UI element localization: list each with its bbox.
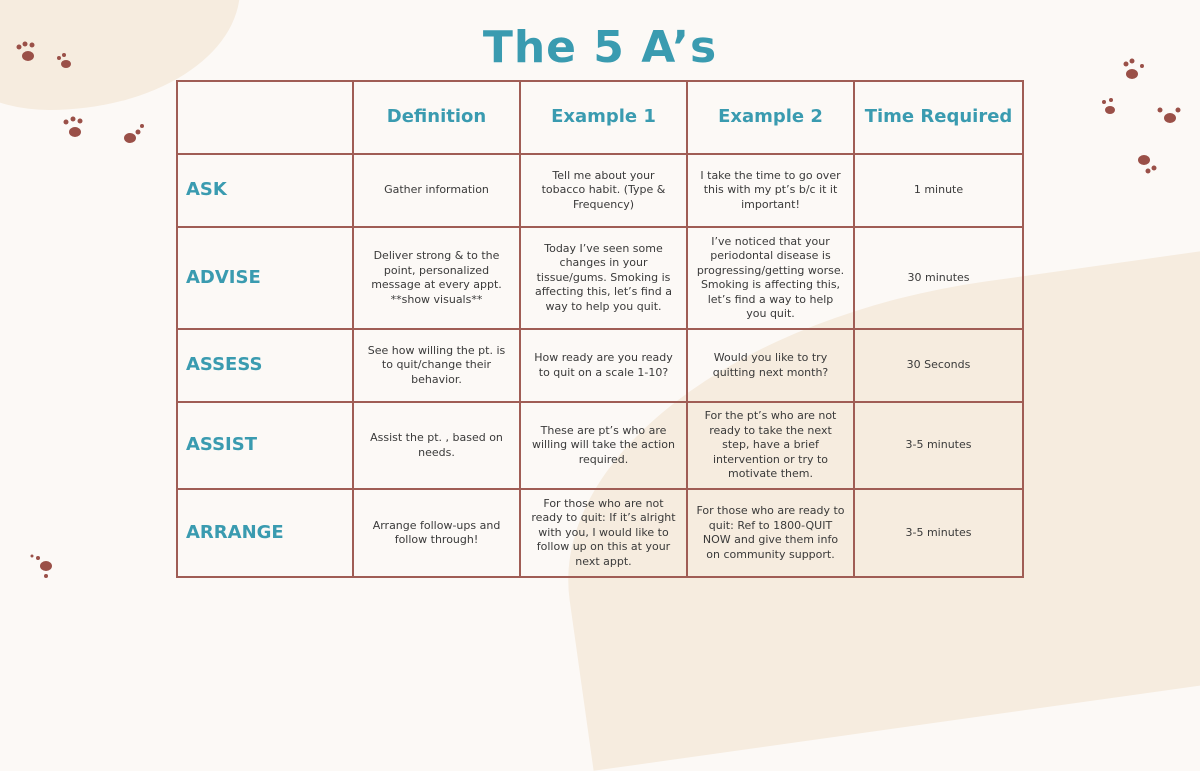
table-row bbox=[177, 489, 1023, 577]
example-2-cell: For the pt’s who are not ready to take the next step, have a brief intervention or try to motivate them. bbox=[687, 402, 854, 489]
paw-print-icon bbox=[118, 120, 158, 150]
header-example-2: Example 2 bbox=[687, 81, 854, 154]
time-cell: 3-5 minutes bbox=[854, 489, 1023, 577]
page-title: The 5 A’s bbox=[482, 22, 718, 73]
paw-print-icon bbox=[24, 552, 64, 582]
definition-cell: Arrange follow-ups and follow through! bbox=[353, 489, 520, 577]
header-time-required: Time Required bbox=[854, 81, 1023, 154]
row-label: ARRANGE bbox=[177, 489, 353, 577]
table-row bbox=[177, 329, 1023, 402]
row-label: ASK bbox=[177, 154, 353, 227]
example-1-cell: Tell me about your tobacco habit. (Type & Frequency) bbox=[520, 154, 687, 227]
paw-print-icon bbox=[1130, 150, 1170, 180]
time-cell: 30 minutes bbox=[854, 227, 1023, 329]
header-example-1: Example 1 bbox=[520, 81, 687, 154]
table-row bbox=[177, 227, 1023, 329]
example-1-cell: These are pt’s who are willing will take the action required. bbox=[520, 402, 687, 489]
paw-print-icon bbox=[1152, 102, 1192, 132]
table-header-row bbox=[177, 81, 1023, 154]
example-2-cell: Would you like to try quitting next month? bbox=[687, 329, 854, 402]
time-cell: 30 Seconds bbox=[854, 329, 1023, 402]
example-2-cell: For those who are ready to quit: Ref to 1800-QUIT NOW and give them info on community support. bbox=[687, 489, 854, 577]
header-empty-cell bbox=[177, 81, 353, 154]
example-2-cell: I take the time to go over this with my pt’s b/c it it important! bbox=[687, 154, 854, 227]
example-2-cell: I’ve noticed that your periodontal disease is progressing/getting worse. Smoking is affecting this, let’s find a way to help you quit. bbox=[687, 227, 854, 329]
example-1-cell: Today I’ve seen some changes in your tissue/gums. Smoking is affecting this, let’s find a way to help you quit. bbox=[520, 227, 687, 329]
header-definition: Definition bbox=[353, 81, 520, 154]
paw-print-icon bbox=[1098, 96, 1138, 126]
table-row bbox=[177, 402, 1023, 489]
time-cell: 3-5 minutes bbox=[854, 402, 1023, 489]
example-1-cell: How ready are you ready to quit on a scale 1-10? bbox=[520, 329, 687, 402]
paw-print-icon bbox=[55, 112, 95, 142]
example-1-cell: For those who are not ready to quit: If it’s alright with you, I would like to follow up on this at your next appt. bbox=[520, 489, 687, 577]
definition-cell: Deliver strong & to the point, personalized message at every appt. **show visuals** bbox=[353, 227, 520, 329]
row-label: ASSESS bbox=[177, 329, 353, 402]
five-as-table bbox=[176, 80, 1024, 578]
definition-cell: Assist the pt. , based on needs. bbox=[353, 402, 520, 489]
definition-cell: Gather information bbox=[353, 154, 520, 227]
row-label: ASSIST bbox=[177, 402, 353, 489]
definition-cell: See how willing the pt. is to quit/change their behavior. bbox=[353, 329, 520, 402]
time-cell: 1 minute bbox=[854, 154, 1023, 227]
row-label: ADVISE bbox=[177, 227, 353, 329]
table-row bbox=[177, 154, 1023, 227]
